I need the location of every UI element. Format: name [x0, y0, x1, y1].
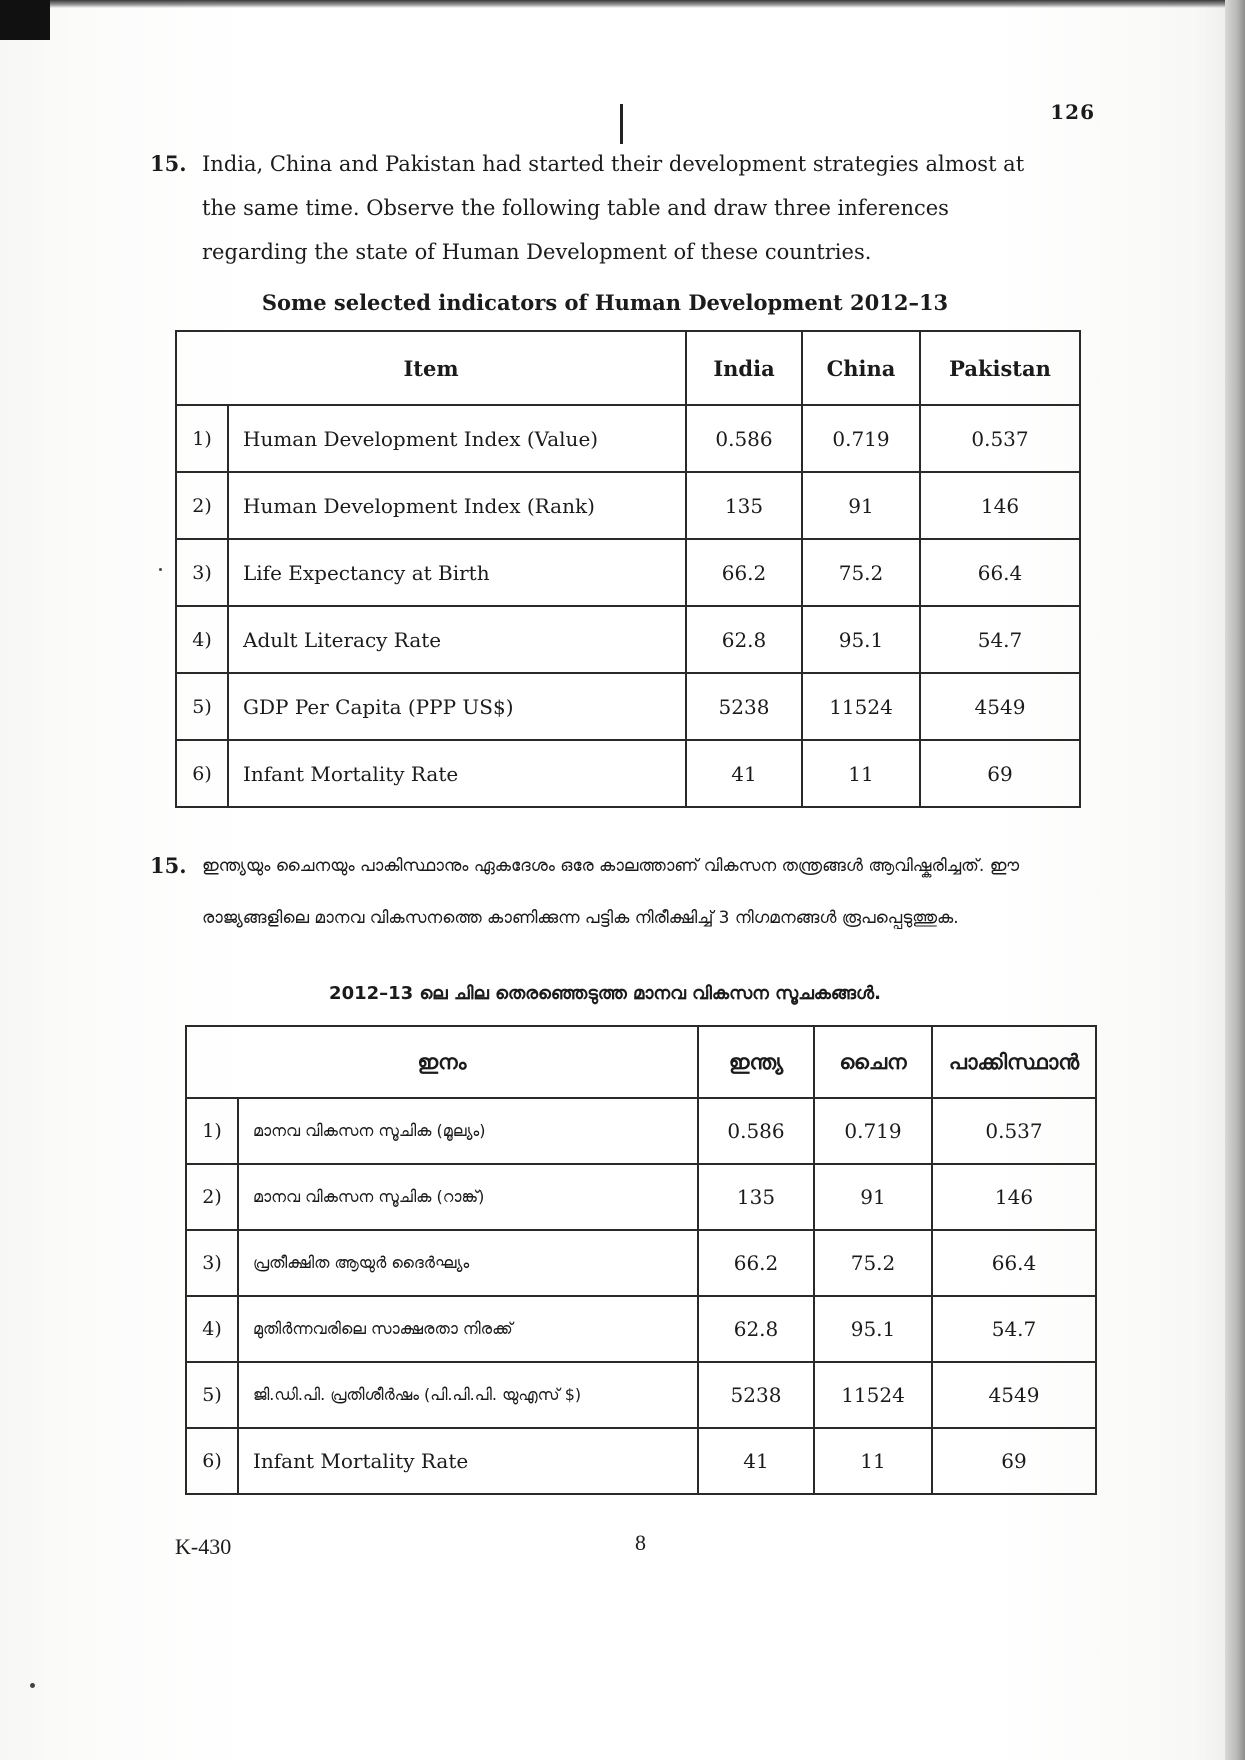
cell-china: 91	[802, 472, 920, 539]
row-item: Human Development Index (Rank)	[228, 472, 686, 539]
header-china: China	[802, 331, 920, 405]
question-number: 15.	[150, 853, 187, 878]
header-pakistan: Pakistan	[920, 331, 1080, 405]
scan-speck	[159, 568, 162, 571]
row-item: Infant Mortality Rate	[228, 740, 686, 807]
page-number: 126	[1050, 100, 1095, 124]
cell-pakistan: 4549	[920, 673, 1080, 740]
table-row	[176, 740, 1080, 807]
table-caption: 2012–13 ലെ ചില തെരഞ്ഞെടുത്ത മാനവ വികസന സൂചകങ്ങൾ.	[329, 983, 881, 1004]
cell-pakistan: 146	[932, 1164, 1096, 1230]
question-english	[150, 142, 1050, 274]
table-row	[176, 539, 1080, 606]
cell-pakistan: 0.537	[932, 1098, 1096, 1164]
row-item: മുതിർന്നവരിലെ സാക്ഷരതാ നിരക്ക്	[238, 1296, 698, 1362]
cell-pakistan: 54.7	[920, 606, 1080, 673]
cell-india: 62.8	[686, 606, 802, 673]
cell-pakistan: 69	[920, 740, 1080, 807]
scan-edge-corner	[0, 0, 50, 40]
header-pakistan: പാക്കിസ്ഥാൻ	[932, 1026, 1096, 1098]
question-text: ഇന്ത്യയും ചൈനയും പാകിസ്ഥാനും ഏകദേശം ഒരേ കാലത്താണ് വികസന തന്ത്രങ്ങൾ ആവിഷ്കരിച്ചത്. ഈ രാജ്യങ്ങളിലെ മാനവ വികസനത്തെ കാണിക്കുന്ന പട്ടിക നിരീക്ഷിച്ച് 3 നിഗമനങ്ങൾ രൂപപ്പെടുത്തുക.	[202, 856, 1020, 928]
question-malayalam	[150, 840, 1050, 944]
cell-india: 135	[686, 472, 802, 539]
cell-pakistan: 4549	[932, 1362, 1096, 1428]
cell-india: 0.586	[686, 405, 802, 472]
row-item: മാനവ വികസന സൂചിക (റാങ്ക്)	[238, 1164, 698, 1230]
row-item: GDP Per Capita (PPP US$)	[228, 673, 686, 740]
cell-india: 41	[686, 740, 802, 807]
footer-page-number: 8	[635, 1530, 646, 1555]
cell-pakistan: 54.7	[932, 1296, 1096, 1362]
row-index: 1)	[186, 1098, 238, 1164]
header-india: India	[686, 331, 802, 405]
table-header-row	[176, 331, 1080, 405]
header-china: ചൈന	[814, 1026, 932, 1098]
cell-china: 11	[814, 1428, 932, 1494]
row-item: Infant Mortality Rate	[238, 1428, 698, 1494]
scan-speck	[30, 1683, 35, 1688]
row-item: പ്രതീക്ഷിത ആയുർ ദൈർഘ്യം	[238, 1230, 698, 1296]
cell-china: 11524	[802, 673, 920, 740]
table-row	[186, 1428, 1096, 1494]
cell-china: 0.719	[802, 405, 920, 472]
table-row	[186, 1098, 1096, 1164]
table-row	[186, 1164, 1096, 1230]
table-row	[176, 606, 1080, 673]
question-number: 15.	[150, 151, 187, 176]
row-index: 2)	[176, 472, 228, 539]
cell-india: 135	[698, 1164, 814, 1230]
exam-code: K-430	[175, 1534, 232, 1559]
table-row	[176, 673, 1080, 740]
cell-china: 95.1	[814, 1296, 932, 1362]
row-item: Life Expectancy at Birth	[228, 539, 686, 606]
table-row	[176, 472, 1080, 539]
cell-china: 11	[802, 740, 920, 807]
scan-edge-top	[0, 0, 1245, 8]
cell-india: 0.586	[698, 1098, 814, 1164]
header-item: Item	[176, 331, 686, 405]
row-item: മാനവ വികസന സൂചിക (മൂല്യം)	[238, 1098, 698, 1164]
row-index: 1)	[176, 405, 228, 472]
indicators-table-malayalam	[185, 1025, 1097, 1495]
table-row	[176, 405, 1080, 472]
row-index: 4)	[186, 1296, 238, 1362]
pen-mark	[620, 104, 623, 144]
cell-india: 5238	[698, 1362, 814, 1428]
question-text: India, China and Pakistan had started their development strategies almost at the same time. Observe the following table and draw three inferences regarding the state of Human Development of these countries.	[202, 152, 1025, 264]
table-header-row	[186, 1026, 1096, 1098]
cell-pakistan: 146	[920, 472, 1080, 539]
row-index: 5)	[186, 1362, 238, 1428]
row-index: 4)	[176, 606, 228, 673]
scan-edge-right	[1225, 0, 1245, 1760]
cell-china: 75.2	[814, 1230, 932, 1296]
row-index: 6)	[176, 740, 228, 807]
cell-india: 66.2	[698, 1230, 814, 1296]
table-row	[186, 1230, 1096, 1296]
cell-china: 95.1	[802, 606, 920, 673]
row-index: 3)	[186, 1230, 238, 1296]
table-row	[186, 1296, 1096, 1362]
cell-china: 75.2	[802, 539, 920, 606]
table-caption: Some selected indicators of Human Development 2012–13	[261, 290, 949, 315]
row-item: ജി.ഡി.പി. പ്രതിശീർഷം (പി.പി.പി. യുഎസ് $)	[238, 1362, 698, 1428]
cell-india: 62.8	[698, 1296, 814, 1362]
cell-pakistan: 69	[932, 1428, 1096, 1494]
row-index: 5)	[176, 673, 228, 740]
header-item: ഇനം	[186, 1026, 698, 1098]
indicators-table-english	[175, 330, 1081, 808]
row-index: 2)	[186, 1164, 238, 1230]
row-item: Human Development Index (Value)	[228, 405, 686, 472]
header-india: ഇന്ത്യ	[698, 1026, 814, 1098]
cell-india: 5238	[686, 673, 802, 740]
table-row	[186, 1362, 1096, 1428]
row-index: 6)	[186, 1428, 238, 1494]
cell-china: 91	[814, 1164, 932, 1230]
cell-india: 66.2	[686, 539, 802, 606]
cell-pakistan: 66.4	[920, 539, 1080, 606]
row-item: Adult Literacy Rate	[228, 606, 686, 673]
cell-india: 41	[698, 1428, 814, 1494]
cell-pakistan: 0.537	[920, 405, 1080, 472]
cell-pakistan: 66.4	[932, 1230, 1096, 1296]
cell-china: 0.719	[814, 1098, 932, 1164]
row-index: 3)	[176, 539, 228, 606]
cell-china: 11524	[814, 1362, 932, 1428]
